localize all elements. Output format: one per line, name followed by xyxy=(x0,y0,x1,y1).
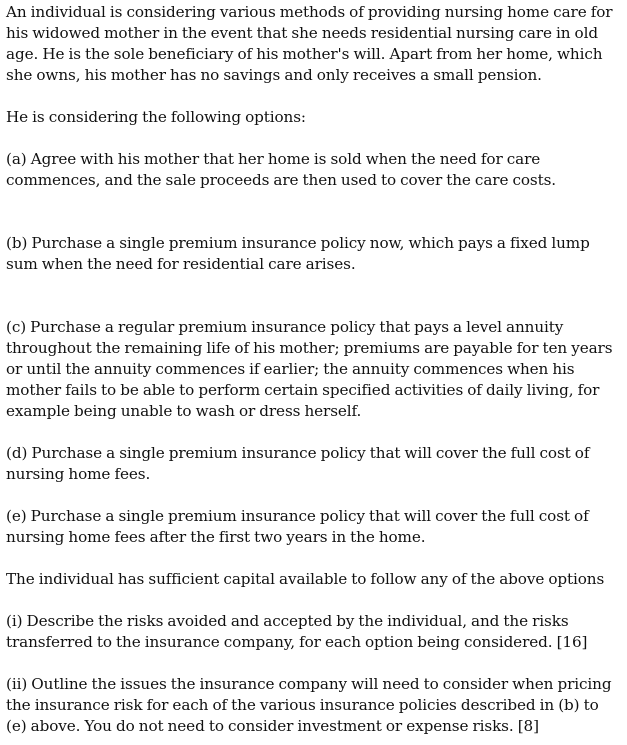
capital-note-paragraph xyxy=(6,569,624,590)
text-line: nursing home fees after the first two years in the home. xyxy=(6,528,426,546)
intro-paragraph xyxy=(6,2,624,86)
text-line: mother fails to be able to perform certain specified activities of daily living, for xyxy=(6,381,600,399)
text-line: (d) Purchase a single premium insurance policy that will cover the full cost of xyxy=(6,444,590,462)
text-line: (c) Purchase a regular premium insurance policy that pays a level annuity xyxy=(6,318,564,336)
option-d-paragraph xyxy=(6,443,624,485)
paragraph-spacer xyxy=(6,128,624,149)
text-line: (i) Describe the risks avoided and accepted by the individual, and the risks xyxy=(6,612,569,630)
paragraph-spacer xyxy=(6,422,624,443)
text-line: age. He is the sole beneficiary of his mother's will. Apart from her home, which xyxy=(6,45,603,63)
text-line: commences, and the sale proceeds are then used to cover the care costs. xyxy=(6,171,557,189)
text-line: (b) Purchase a single premium insurance policy now, which pays a fixed lump xyxy=(6,234,590,252)
text-line: (e) above. You do not need to consider investment or expense risks. [8] xyxy=(6,717,539,735)
text-line: An individual is considering various methods of providing nursing home care for xyxy=(6,3,613,21)
option-e-paragraph xyxy=(6,506,624,548)
text-line: she owns, his mother has no savings and only receives a small pension. xyxy=(6,66,542,84)
text-line: throughout the remaining life of his mother; premiums are payable for ten years xyxy=(6,339,613,357)
text-line: The individual has sufficient capital available to follow any of the above options xyxy=(6,570,605,588)
option-a-paragraph xyxy=(6,149,624,191)
question-i-paragraph xyxy=(6,611,624,653)
text-line: his widowed mother in the event that she needs residential nursing care in old xyxy=(6,24,598,42)
text-line: the insurance risk for each of the various insurance policies described in (b) to xyxy=(6,696,599,714)
paragraph-spacer xyxy=(6,191,624,233)
text-line: nursing home fees. xyxy=(6,465,151,483)
text-line: (e) Purchase a single premium insurance policy that will cover the full cost of xyxy=(6,507,589,525)
paragraph-spacer xyxy=(6,548,624,569)
option-c-paragraph xyxy=(6,317,624,422)
text-line: (a) Agree with his mother that her home is sold when the need for care xyxy=(6,150,541,168)
option-b-paragraph xyxy=(6,233,624,275)
text-line: (ii) Outline the issues the insurance company will need to consider when pricing xyxy=(6,675,612,693)
paragraph-spacer xyxy=(6,86,624,107)
paragraph-spacer xyxy=(6,590,624,611)
text-line: sum when the need for residential care arises. xyxy=(6,255,356,273)
paragraph-spacer xyxy=(6,275,624,317)
text-line: or until the annuity commences if earlier; the annuity commences when his xyxy=(6,360,575,378)
text-line: transferred to the insurance company, for each option being considered. [16] xyxy=(6,633,588,651)
question-ii-paragraph xyxy=(6,674,624,737)
exam-question-document xyxy=(6,2,624,737)
text-line: example being unable to wash or dress herself. xyxy=(6,402,362,420)
paragraph-spacer xyxy=(6,485,624,506)
text-line: He is considering the following options: xyxy=(6,108,306,126)
options-lead-paragraph xyxy=(6,107,624,128)
paragraph-spacer xyxy=(6,653,624,674)
